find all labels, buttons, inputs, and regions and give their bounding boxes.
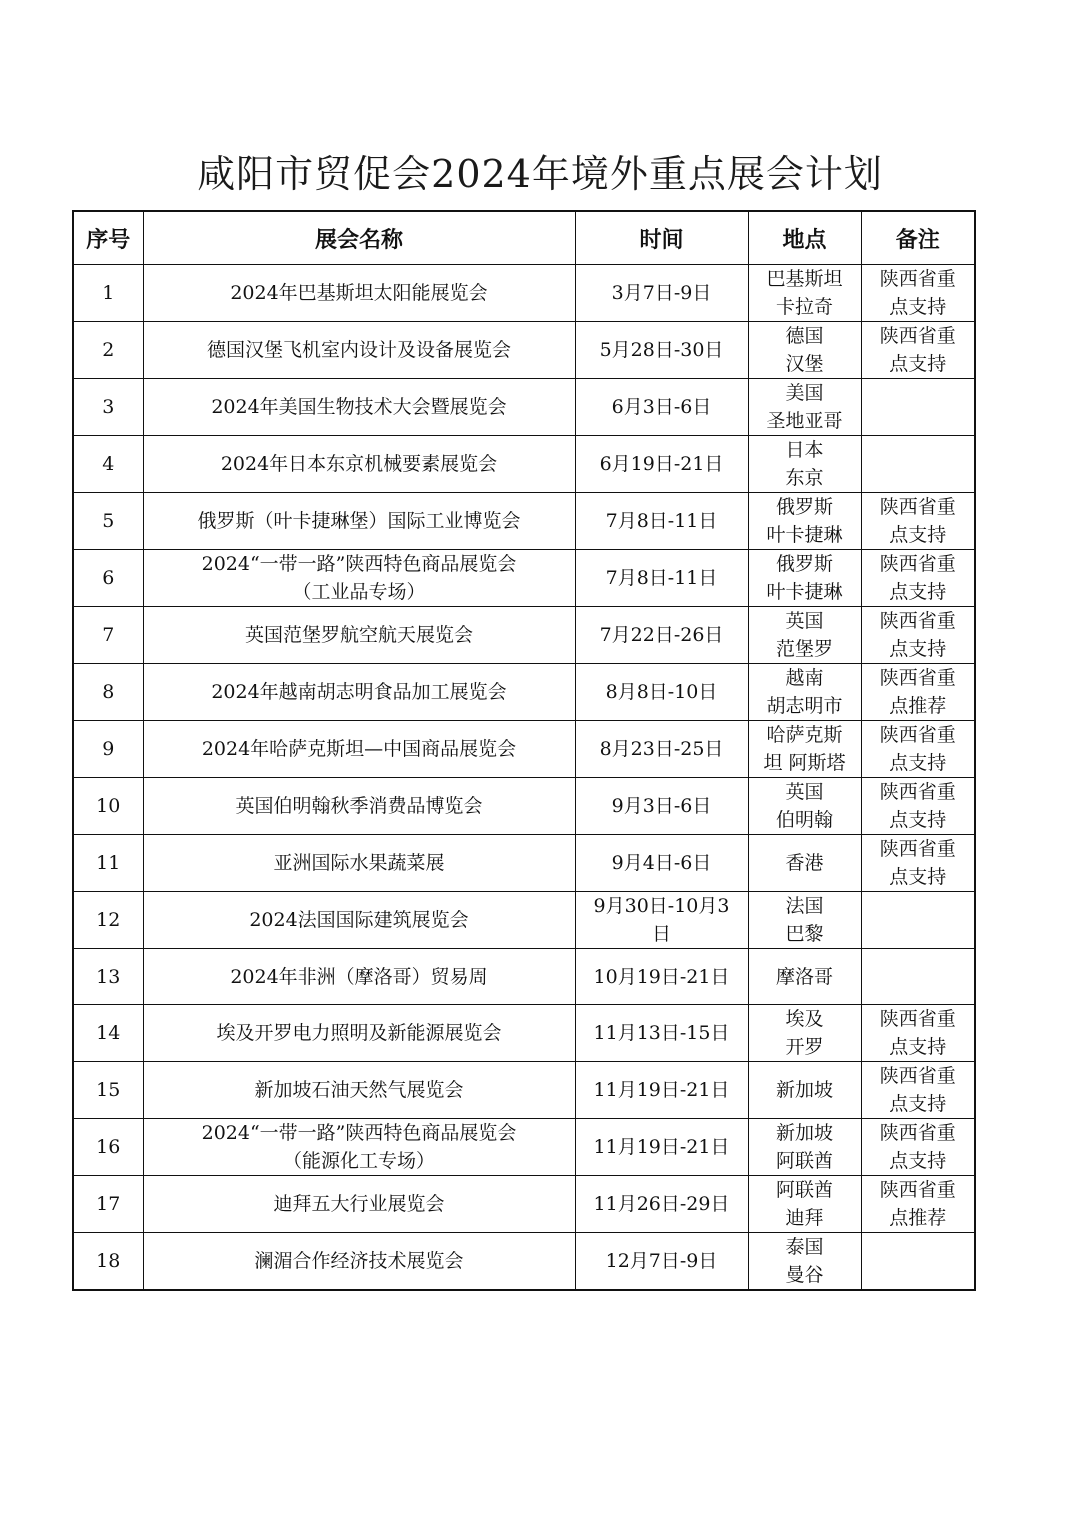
- exhibition-time: [575, 1119, 748, 1176]
- exhibition-name: [143, 949, 575, 1005]
- exhibition-remark: [861, 379, 975, 436]
- exhibition-plan-table: [72, 210, 976, 1291]
- exhibition-time: [575, 265, 748, 322]
- exhibition-name: [143, 1176, 575, 1233]
- exhibition-remark: [861, 778, 975, 835]
- table-row: [73, 721, 975, 778]
- exhibition-name-line: 迪拜五大行业展览会: [273, 1193, 445, 1215]
- exhibition-remark-line: 陕西省重: [879, 496, 956, 518]
- exhibition-time: [575, 550, 748, 607]
- exhibition-name-line: 2024年日本东京机械要素展览会: [220, 453, 498, 475]
- table-row: [73, 1233, 975, 1291]
- exhibition-time-line: 7月22日-26日: [599, 624, 724, 646]
- exhibition-remark: [861, 265, 975, 322]
- exhibition-time: [575, 1233, 748, 1291]
- exhibition-place-line: 范堡罗: [775, 638, 833, 660]
- exhibition-place-line: 埃及: [785, 1008, 824, 1030]
- exhibition-place: [748, 322, 861, 379]
- exhibition-name-line: （工业品专场）: [292, 581, 426, 603]
- exhibition-time-line: 8月8日-10日: [605, 681, 718, 703]
- exhibition-place-line: 新加坡: [775, 1122, 833, 1144]
- exhibition-place-line: 坦 阿斯塔: [763, 752, 846, 774]
- exhibition-name: [143, 322, 575, 379]
- exhibition-time-line: 6月19日-21日: [599, 453, 724, 475]
- exhibition-place: [748, 949, 861, 1005]
- row-number: 3: [73, 379, 143, 436]
- exhibition-place-line: 伯明翰: [775, 809, 833, 831]
- exhibition-place-line: 德国: [785, 325, 824, 347]
- exhibition-remark: [861, 835, 975, 892]
- exhibition-name-line: 俄罗斯（叶卡捷琳堡）国际工业博览会: [197, 510, 521, 532]
- exhibition-time: [575, 721, 748, 778]
- exhibition-name: [143, 493, 575, 550]
- exhibition-time-line: 3月7日-9日: [611, 282, 712, 304]
- row-number: 4: [73, 436, 143, 493]
- exhibition-time-line: 日: [651, 923, 671, 945]
- header-remark: 备注: [861, 211, 975, 265]
- exhibition-place-line: 迪拜: [785, 1207, 824, 1229]
- exhibition-place-line: 香港: [785, 852, 824, 874]
- exhibition-time-line: 11月19日-21日: [593, 1079, 730, 1101]
- table-row: [73, 265, 975, 322]
- exhibition-remark: [861, 607, 975, 664]
- exhibition-remark: [861, 1176, 975, 1233]
- table-row: [73, 664, 975, 721]
- row-number: 15: [73, 1062, 143, 1119]
- exhibition-time-line: 8月23日-25日: [599, 738, 724, 760]
- exhibition-remark: [861, 664, 975, 721]
- table-row: [73, 1062, 975, 1119]
- exhibition-remark-line: 点支持: [889, 1150, 947, 1172]
- exhibition-remark-line: 陕西省重: [879, 268, 956, 290]
- row-number: 11: [73, 835, 143, 892]
- exhibition-place-line: 圣地亚哥: [766, 410, 843, 432]
- exhibition-place-line: 法国: [785, 895, 824, 917]
- exhibition-name: [143, 1233, 575, 1291]
- exhibition-remark-line: 点支持: [889, 1093, 947, 1115]
- exhibition-place-line: 越南: [785, 667, 824, 689]
- table-row: [73, 949, 975, 1005]
- exhibition-time-line: 11月26日-29日: [593, 1193, 730, 1215]
- exhibition-name: [143, 436, 575, 493]
- exhibition-place: [748, 436, 861, 493]
- table-row: [73, 607, 975, 664]
- exhibition-name-line: 2024年非洲（摩洛哥）贸易周: [230, 965, 488, 988]
- exhibition-time: [575, 949, 748, 1005]
- exhibition-time-line: 9月30日-10月3: [593, 895, 730, 917]
- exhibition-remark-line: 点支持: [889, 353, 947, 375]
- exhibition-remark: [861, 493, 975, 550]
- exhibition-name: [143, 1062, 575, 1119]
- header-place: 地点: [748, 211, 861, 265]
- exhibition-time: [575, 664, 748, 721]
- table-row: [73, 1176, 975, 1233]
- row-number: 12: [73, 892, 143, 949]
- exhibition-name-line: 德国汉堡飞机室内设计及设备展览会: [206, 339, 511, 361]
- exhibition-name-line: 埃及开罗电力照明及新能源展览会: [216, 1022, 502, 1044]
- exhibition-time-line: 12月7日-9日: [605, 1250, 718, 1272]
- exhibition-remark: [861, 550, 975, 607]
- exhibition-name-line: 2024法国国际建筑展览会: [249, 909, 469, 931]
- exhibition-name-line: 2024年美国生物技术大会暨展览会: [211, 396, 507, 418]
- table-row: [73, 493, 975, 550]
- exhibition-name-line: 2024“一带一路”陕西特色商品展览会: [201, 553, 517, 575]
- exhibition-name: [143, 607, 575, 664]
- exhibition-place-line: 泰国: [785, 1236, 824, 1258]
- exhibition-place-line: 开罗: [785, 1036, 824, 1058]
- table-row: [73, 1005, 975, 1062]
- row-number: 9: [73, 721, 143, 778]
- row-number: 7: [73, 607, 143, 664]
- exhibition-place: [748, 721, 861, 778]
- exhibition-place-line: 阿联酋: [775, 1150, 833, 1172]
- row-number: 17: [73, 1176, 143, 1233]
- exhibition-time: [575, 607, 748, 664]
- exhibition-remark-line: 陕西省重: [879, 1008, 956, 1030]
- exhibition-remark-line: 陕西省重: [879, 781, 956, 803]
- exhibition-place-line: 阿联酋: [775, 1179, 833, 1201]
- row-number: 6: [73, 550, 143, 607]
- exhibition-place: [748, 778, 861, 835]
- row-number: 1: [73, 265, 143, 322]
- exhibition-time-line: 6月3日-6日: [611, 396, 712, 418]
- exhibition-place: [748, 550, 861, 607]
- exhibition-name-line: 2024年哈萨克斯坦—中国商品展览会: [201, 738, 517, 760]
- exhibition-time: [575, 379, 748, 436]
- exhibition-time: [575, 835, 748, 892]
- exhibition-remark-line: 点支持: [889, 638, 947, 660]
- table-row: [73, 778, 975, 835]
- exhibition-remark: [861, 1062, 975, 1119]
- exhibition-place: [748, 664, 861, 721]
- exhibition-place-line: 东京: [785, 467, 824, 489]
- exhibition-remark: [861, 436, 975, 493]
- row-number: 10: [73, 778, 143, 835]
- table-body: [73, 265, 975, 1291]
- exhibition-remark: [861, 892, 975, 949]
- exhibition-place-line: 美国: [785, 382, 824, 404]
- exhibition-name-line: 英国范堡罗航空航天展览会: [244, 624, 473, 646]
- header-no: 序号: [73, 211, 143, 265]
- exhibition-time: [575, 493, 748, 550]
- exhibition-time: [575, 1062, 748, 1119]
- table-row: [73, 550, 975, 607]
- exhibition-time-line: 9月4日-6日: [611, 852, 712, 874]
- exhibition-name-line: 亚洲国际水果蔬菜展: [273, 852, 445, 874]
- exhibition-name: [143, 664, 575, 721]
- exhibition-remark: [861, 721, 975, 778]
- exhibition-time: [575, 892, 748, 949]
- table-header-row: [73, 211, 975, 265]
- exhibition-name-line: 新加坡石油天然气展览会: [254, 1079, 464, 1101]
- exhibition-remark-line: 陕西省重: [879, 838, 956, 860]
- exhibition-remark-line: 陕西省重: [879, 1179, 956, 1201]
- exhibition-remark-line: 点支持: [889, 866, 947, 888]
- exhibition-place: [748, 493, 861, 550]
- exhibition-place-line: 新加坡: [775, 1079, 833, 1101]
- exhibition-name: [143, 778, 575, 835]
- exhibition-remark: [861, 1233, 975, 1291]
- exhibition-time: [575, 1176, 748, 1233]
- exhibition-remark-line: 点推荐: [889, 695, 947, 717]
- exhibition-remark-line: 陕西省重: [879, 553, 956, 575]
- exhibition-time-line: 7月8日-11日: [605, 567, 718, 589]
- table-row: [73, 835, 975, 892]
- exhibition-name: [143, 550, 575, 607]
- exhibition-name-line: （能源化工专场）: [282, 1150, 435, 1172]
- exhibition-remark-line: 点支持: [889, 581, 947, 603]
- table-row: [73, 436, 975, 493]
- row-number: 18: [73, 1233, 143, 1291]
- exhibition-place: [748, 1176, 861, 1233]
- exhibition-place-line: 英国: [785, 610, 824, 632]
- exhibition-remark: [861, 322, 975, 379]
- exhibition-name-line: 英国伯明翰秋季消费品博览会: [235, 795, 483, 817]
- exhibition-name: [143, 1005, 575, 1062]
- exhibition-place-line: 曼谷: [785, 1264, 824, 1286]
- exhibition-place-line: 巴基斯坦: [766, 268, 843, 290]
- exhibition-time-line: 11月19日-21日: [593, 1136, 730, 1158]
- exhibition-time-line: 10月19日-21日: [593, 965, 730, 988]
- exhibition-remark-line: 陕西省重: [879, 325, 956, 347]
- exhibition-place-line: 叶卡捷琳: [766, 581, 843, 603]
- table-row: [73, 322, 975, 379]
- table-row: [73, 892, 975, 949]
- exhibition-time-line: 7月8日-11日: [605, 510, 718, 532]
- exhibition-remark: [861, 1005, 975, 1062]
- exhibition-place: [748, 1119, 861, 1176]
- exhibition-remark-line: 陕西省重: [879, 1122, 956, 1144]
- exhibition-place-line: 胡志明市: [766, 695, 843, 717]
- exhibition-place-line: 英国: [785, 781, 824, 803]
- exhibition-remark-line: 点支持: [889, 296, 947, 318]
- header-time: 时间: [575, 211, 748, 265]
- exhibition-place: [748, 1233, 861, 1291]
- exhibition-remark-line: 点支持: [889, 1036, 947, 1058]
- page-title: 咸阳市贸促会2024年境外重点展会计划: [197, 152, 883, 196]
- exhibition-name: [143, 892, 575, 949]
- row-number: 13: [73, 949, 143, 1005]
- exhibition-remark-line: 点支持: [889, 524, 947, 546]
- exhibition-place: [748, 265, 861, 322]
- exhibition-time: [575, 1005, 748, 1062]
- row-number: 8: [73, 664, 143, 721]
- exhibition-name: [143, 1119, 575, 1176]
- exhibition-time: [575, 778, 748, 835]
- exhibition-place: [748, 379, 861, 436]
- table-row: [73, 379, 975, 436]
- exhibition-place-line: 巴黎: [785, 923, 824, 945]
- exhibition-place-line: 摩洛哥: [775, 965, 833, 988]
- exhibition-place-line: 叶卡捷琳: [766, 524, 843, 546]
- exhibition-place: [748, 1005, 861, 1062]
- row-number: 5: [73, 493, 143, 550]
- exhibition-remark: [861, 949, 975, 1005]
- exhibition-time-line: 11月13日-15日: [593, 1022, 730, 1044]
- exhibition-name: [143, 379, 575, 436]
- exhibition-place: [748, 607, 861, 664]
- exhibition-name-line: 澜湄合作经济技术展览会: [254, 1250, 464, 1272]
- exhibition-remark-line: 陕西省重: [879, 667, 956, 689]
- exhibition-place-line: 卡拉奇: [775, 296, 833, 318]
- exhibition-remark-line: 点支持: [889, 752, 947, 774]
- exhibition-time-line: 9月3日-6日: [611, 795, 712, 817]
- exhibition-name: [143, 721, 575, 778]
- exhibition-place-line: 哈萨克斯: [766, 724, 843, 746]
- exhibition-place: [748, 1062, 861, 1119]
- table-row: [73, 1119, 975, 1176]
- exhibition-remark: [861, 1119, 975, 1176]
- exhibition-place-line: 日本: [785, 439, 824, 461]
- exhibition-time: [575, 322, 748, 379]
- exhibition-name-line: 2024“一带一路”陕西特色商品展览会: [201, 1122, 517, 1144]
- row-number: 16: [73, 1119, 143, 1176]
- exhibition-remark-line: 陕西省重: [879, 1065, 956, 1087]
- exhibition-remark-line: 陕西省重: [879, 724, 956, 746]
- exhibition-place-line: 俄罗斯: [775, 496, 833, 518]
- exhibition-place: [748, 892, 861, 949]
- exhibition-name-line: 2024年巴基斯坦太阳能展览会: [230, 282, 488, 304]
- exhibition-remark-line: 点推荐: [889, 1207, 947, 1229]
- exhibition-time-line: 5月28日-30日: [599, 339, 724, 361]
- exhibition-place-line: 俄罗斯: [775, 553, 833, 575]
- exhibition-name-line: 2024年越南胡志明食品加工展览会: [211, 681, 507, 703]
- row-number: 14: [73, 1005, 143, 1062]
- header-name: 展会名称: [143, 211, 575, 265]
- row-number: 2: [73, 322, 143, 379]
- exhibition-name: [143, 265, 575, 322]
- exhibition-remark-line: 点支持: [889, 809, 947, 831]
- exhibition-time: [575, 436, 748, 493]
- exhibition-place: [748, 835, 861, 892]
- exhibition-name: [143, 835, 575, 892]
- exhibition-place-line: 汉堡: [785, 353, 824, 375]
- exhibition-remark-line: 陕西省重: [879, 610, 956, 632]
